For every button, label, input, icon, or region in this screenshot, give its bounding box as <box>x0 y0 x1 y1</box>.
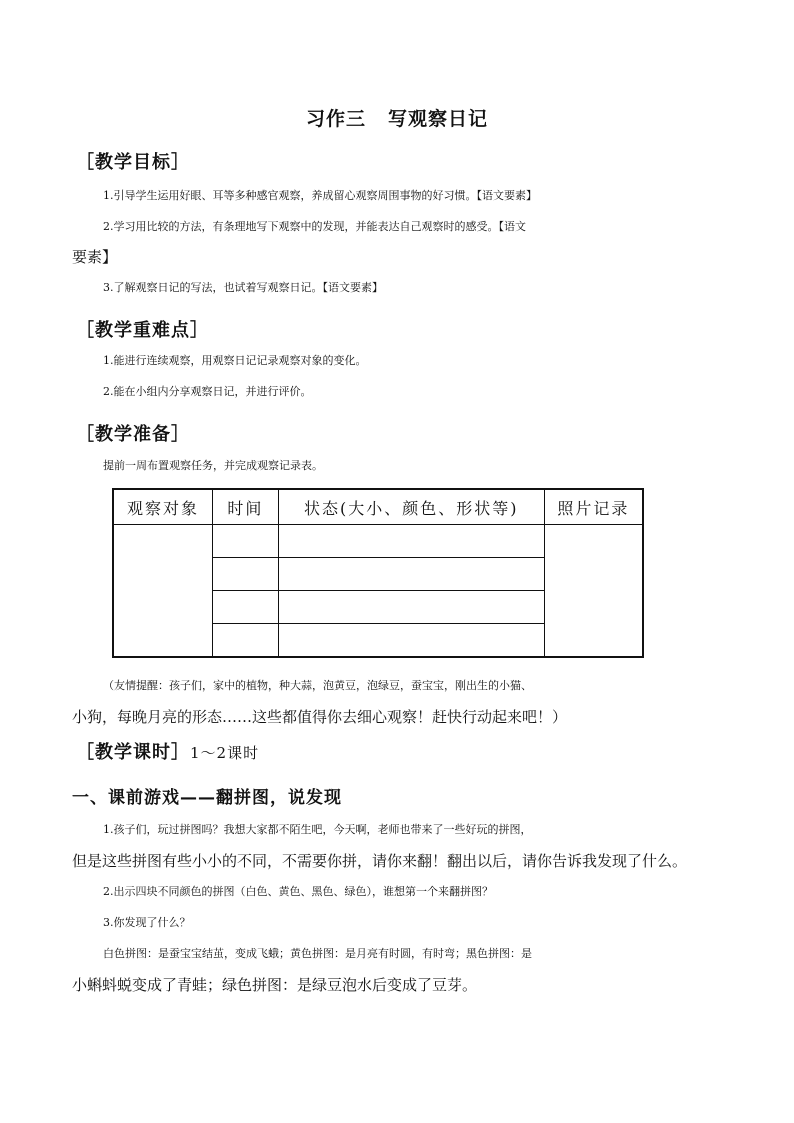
object-cell <box>113 525 213 658</box>
section-1-line-5: 白色拼图：是蚕宝宝结茧，变成飞蛾；黄色拼图：是月亮有时圆，有时弯；黑色拼图：是 <box>103 947 532 960</box>
page-title <box>0 104 794 131</box>
time-cell <box>213 525 279 558</box>
class-hours-value: 1～2课时 <box>190 744 260 762</box>
key-point-item-2: 2.能在小组内分享观察日记，并进行评价。 <box>103 385 312 398</box>
section-1-line-3: 2.出示四块不同颜色的拼图（白色、黄色、黑色、绿色），谁想第一个来翻拼图？ <box>103 885 493 898</box>
section-1-line-2: 但是这些拼图有些小小的不同，不需要你拼，请你来翻！翻出以后，请你告诉我发现了什么。 <box>72 852 688 870</box>
preparation-text: 提前一周布置观察任务，并完成观察记录表。 <box>103 459 323 472</box>
observation-record-table <box>112 488 644 658</box>
objective-item-2: 2.学习用比较的方法，有条理地写下观察中的发现，并能表达自己观察时的感受。【语文 <box>103 220 526 233</box>
table-header-row <box>113 489 643 525</box>
key-point-item-1: 1.能进行连续观察，用观察日记记录观察对象的变化。 <box>103 354 367 367</box>
objective-item-2-continued: 要素】 <box>72 248 118 266</box>
section-1-line-4: 3.你发现了什么？ <box>103 916 191 929</box>
time-cell <box>213 591 279 624</box>
header-time: 时间 <box>213 489 279 525</box>
state-cell <box>278 591 544 624</box>
state-cell <box>278 558 544 591</box>
section-1-line-1: 1.孩子们，玩过拼图吗？我想大家都不陌生吧，今天啊，老师也带来了一些好玩的拼图， <box>103 823 532 836</box>
preparation-heading: ［教学准备］ <box>76 424 190 445</box>
header-state: 状态(大小、颜色、形状等) <box>278 489 544 525</box>
class-hours-label: ［教学课时］ <box>76 742 190 763</box>
title-part-1: 习作三 <box>305 108 366 130</box>
table-row <box>113 525 643 558</box>
state-cell <box>278 525 544 558</box>
photo-cell <box>544 525 643 658</box>
header-observed-object: 观察对象 <box>113 489 213 525</box>
section-1-line-6: 小蝌蚪蜕变成了青蛙；绿色拼图：是绿豆泡水后变成了豆芽。 <box>72 976 478 994</box>
section-1-heading: 一、课前游戏——翻拼图，说发现 <box>72 788 342 808</box>
reminder-line-1: （友情提醒：孩子们，家中的植物，种大蒜，泡黄豆，泡绿豆，蚕宝宝，刚出生的小猫、 <box>103 679 532 692</box>
class-hours-heading <box>76 738 259 764</box>
objective-item-1: 1.引导学生运用好眼、耳等多种感官观察，养成留心观察周围事物的好习惯。【语文要素】 <box>103 189 537 202</box>
header-photo-record: 照片记录 <box>544 489 643 525</box>
title-part-2: 写观察日记 <box>388 108 489 130</box>
state-cell <box>278 624 544 658</box>
reminder-line-2: 小狗，每晚月亮的形态……这些都值得你去细心观察！赶快行动起来吧！） <box>72 708 568 726</box>
time-cell <box>213 558 279 591</box>
time-cell <box>213 624 279 658</box>
objective-item-3: 3.了解观察日记的写法，也试着写观察日记。【语文要素】 <box>103 281 383 294</box>
key-points-heading: ［教学重难点］ <box>76 320 209 341</box>
objectives-heading: ［教学目标］ <box>76 152 190 173</box>
